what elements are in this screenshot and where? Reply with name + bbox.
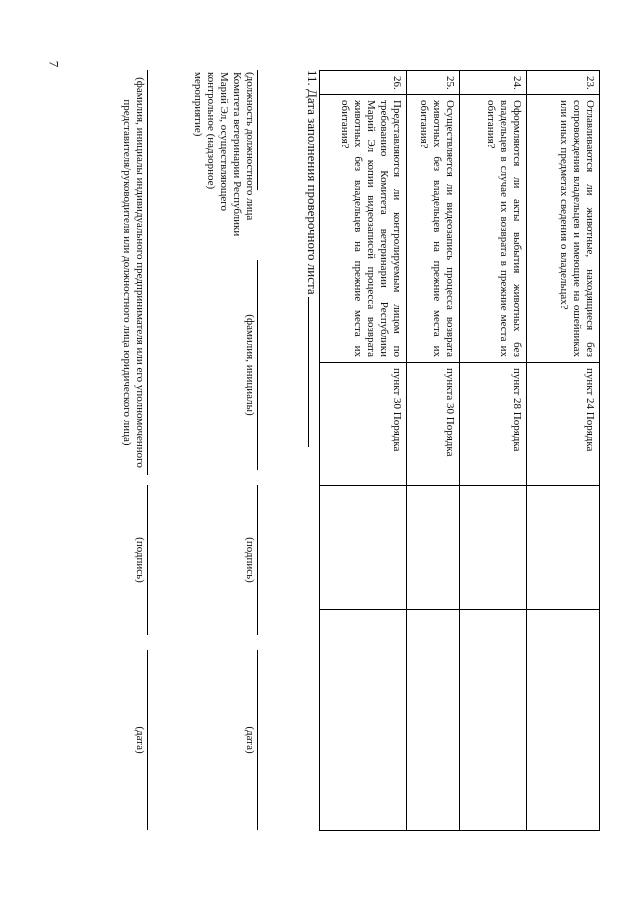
row-question: Оформляются ли акты выбытия животных без владельцев в случае их возврата в прежние места их обитания? — [460, 95, 527, 363]
row-number: 24. — [460, 71, 527, 95]
row-question: Осуществляется ли видеозапись процесса возврата животных без владельцев на прежние места их обитания? — [407, 95, 460, 363]
row-notes-cell — [320, 610, 407, 831]
row-question: Представляются ли контролируемым лицом по требованию Комитета ветеринарии Республики Марий Эл копии видеозаписей процесса возврата животных без владельцев на прежние места их обитания? — [320, 95, 407, 363]
table-row — [527, 71, 600, 831]
fill-date-blank — [308, 297, 319, 447]
official-signature-line — [257, 485, 258, 635]
official-date-line — [257, 650, 258, 830]
row-number: 25. — [407, 71, 460, 95]
row-answer-cell — [527, 486, 600, 610]
fill-date-line — [304, 70, 320, 447]
row-answer-cell — [460, 486, 527, 610]
row-notes-cell — [407, 610, 460, 831]
controlled-person-line — [147, 70, 148, 475]
controlled-signature-caption: (подпись) — [134, 537, 146, 583]
row-number: 23. — [527, 71, 600, 95]
row-notes-cell — [460, 610, 527, 831]
official-name-line — [257, 260, 258, 470]
page-number: 7 — [46, 60, 62, 68]
table-row — [407, 71, 460, 831]
controlled-date-line — [147, 650, 148, 830]
controlled-signature-line — [147, 485, 148, 635]
table-row — [460, 71, 527, 831]
row-notes-cell — [527, 610, 600, 831]
row-reference: пункт 24 Порядка — [527, 363, 600, 486]
official-position-caption: (должность должностного лица Комитета ветеринарии Республики Марий Эл, осуществляющего контрольное (надзорное) мероприятие) — [192, 72, 256, 237]
row-answer-cell — [320, 486, 407, 610]
row-question: Отлавливаются ли животные, находящиеся без сопровождения владельцев и имеющие на ошейниках или иных предметах сведения о владельцах? — [527, 95, 600, 363]
official-name-caption: (фамилия, инициалы) — [244, 314, 256, 416]
official-position-line — [257, 70, 258, 190]
official-date-caption: (дата) — [244, 726, 256, 754]
official-signature-caption: (подпись) — [244, 537, 256, 583]
checklist-table — [319, 70, 600, 831]
table-row — [320, 71, 407, 831]
controlled-person-caption: (фамилия, инициалы индивидуального предпринимателя или его уполномоченного представителя/руководителя или должностного лица юридического лица) — [121, 77, 146, 468]
row-answer-cell — [407, 486, 460, 610]
row-reference: пункт 30 Порядка — [320, 363, 407, 486]
row-reference: пункта 30 Порядка — [407, 363, 460, 486]
controlled-date-caption: (дата) — [134, 726, 146, 754]
fill-date-label: 11. Дата заполнения проверочного листа — [305, 70, 320, 295]
row-reference: пункт 28 Порядка — [460, 363, 527, 486]
rotated-page-content — [40, 70, 600, 850]
row-number: 26. — [320, 71, 407, 95]
